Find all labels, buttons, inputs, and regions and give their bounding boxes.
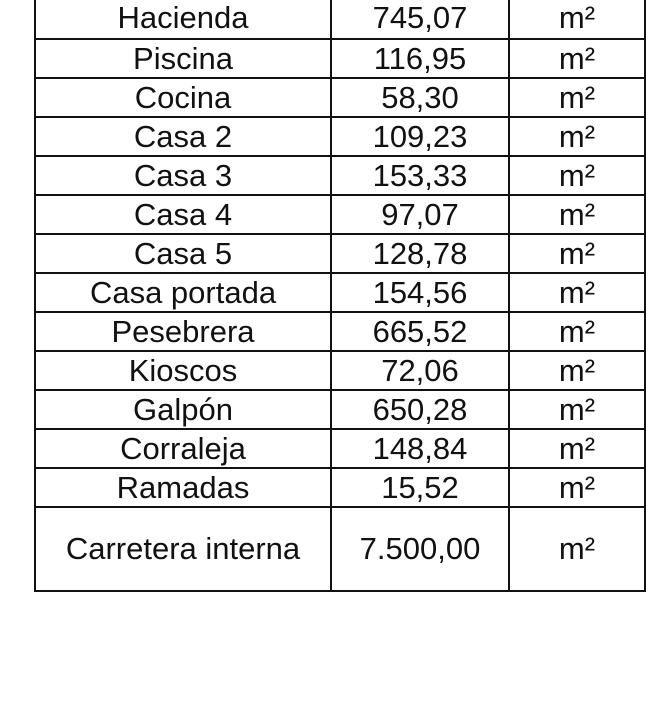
row-area-value: 7.500,00 [331,507,509,591]
row-name: Cocina [35,78,331,117]
table-row [35,156,645,195]
row-unit: m² [509,156,645,195]
row-name: Casa 5 [35,234,331,273]
table-row [35,195,645,234]
row-area-value: 154,56 [331,273,509,312]
row-name: Casa 3 [35,156,331,195]
row-area-value: 109,23 [331,117,509,156]
row-name: Hacienda [35,0,331,39]
row-unit: m² [509,273,645,312]
table-row [35,429,645,468]
row-unit: m² [509,0,645,39]
row-name: Casa 4 [35,195,331,234]
row-area-value: 58,30 [331,78,509,117]
row-area-value: 148,84 [331,429,509,468]
row-name: Galpón [35,390,331,429]
table-row [35,351,645,390]
table-row [35,468,645,507]
row-name: Casa 2 [35,117,331,156]
row-name: Kioscos [35,351,331,390]
area-table [34,0,646,592]
row-area-value: 97,07 [331,195,509,234]
row-area-value: 665,52 [331,312,509,351]
row-area-value: 15,52 [331,468,509,507]
row-name: Ramadas [35,468,331,507]
row-unit: m² [509,312,645,351]
row-name: Carretera interna [35,507,331,591]
row-unit: m² [509,234,645,273]
row-unit: m² [509,429,645,468]
row-unit: m² [509,390,645,429]
row-name: Pesebrera [35,312,331,351]
row-area-value: 153,33 [331,156,509,195]
table-row [35,117,645,156]
table-row [35,273,645,312]
table-row [35,39,645,78]
table-row [35,0,645,39]
row-name: Piscina [35,39,331,78]
table-row [35,390,645,429]
table-row [35,507,645,591]
row-area-value: 745,07 [331,0,509,39]
row-name: Corraleja [35,429,331,468]
row-unit: m² [509,39,645,78]
row-area-value: 72,06 [331,351,509,390]
row-area-value: 116,95 [331,39,509,78]
row-unit: m² [509,507,645,591]
row-unit: m² [509,195,645,234]
row-unit: m² [509,117,645,156]
table-row [35,234,645,273]
row-area-value: 128,78 [331,234,509,273]
row-unit: m² [509,78,645,117]
row-unit: m² [509,351,645,390]
table-row [35,312,645,351]
table-row [35,78,645,117]
row-area-value: 650,28 [331,390,509,429]
row-unit: m² [509,468,645,507]
row-name: Casa portada [35,273,331,312]
